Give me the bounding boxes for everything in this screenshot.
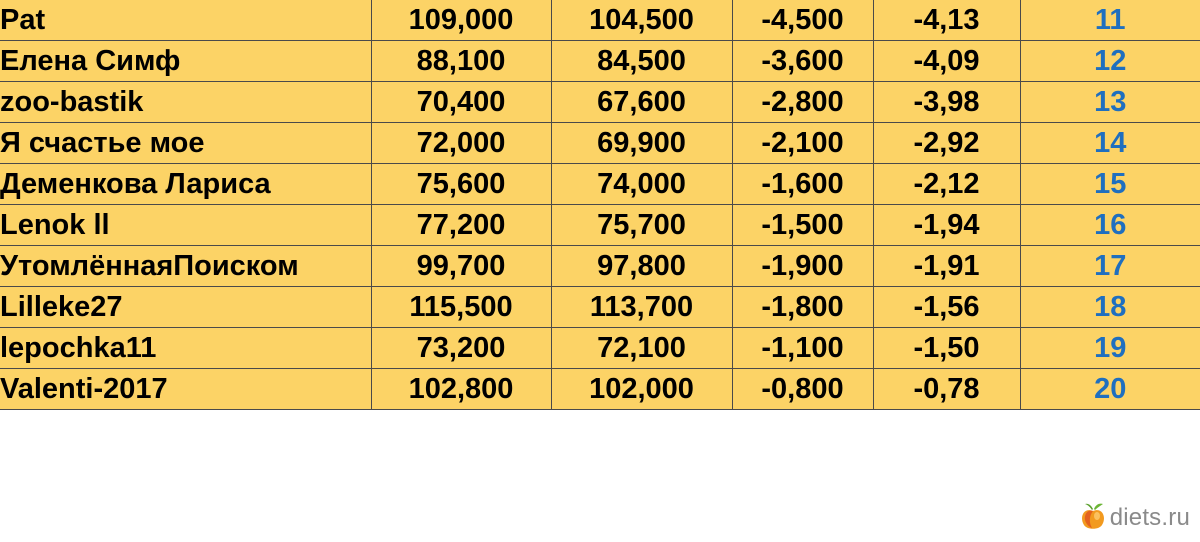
current-weight: 67,600: [551, 82, 732, 123]
weight-loss: -1,500: [732, 205, 873, 246]
weight-loss: -1,800: [732, 287, 873, 328]
start-weight: 77,200: [371, 205, 551, 246]
loss-percent: -1,91: [873, 246, 1020, 287]
current-weight: 74,000: [551, 164, 732, 205]
start-weight: 75,600: [371, 164, 551, 205]
participant-name: Lenok ll: [0, 205, 371, 246]
place-number: 16: [1020, 205, 1200, 246]
start-weight: 99,700: [371, 246, 551, 287]
place-number: 20: [1020, 369, 1200, 410]
diets-ru-watermark: [1080, 502, 1190, 534]
current-weight: 97,800: [551, 246, 732, 287]
participant-name: Деменкова Лариса: [0, 164, 371, 205]
loss-percent: -4,13: [873, 0, 1020, 41]
weight-loss: -2,800: [732, 82, 873, 123]
weight-loss: -0,800: [732, 369, 873, 410]
start-weight: 73,200: [371, 328, 551, 369]
loss-percent: -0,78: [873, 369, 1020, 410]
loss-percent: -1,50: [873, 328, 1020, 369]
participant-name: УтомлённаяПоиском: [0, 246, 371, 287]
participant-name: lepochka11: [0, 328, 371, 369]
current-weight: 75,700: [551, 205, 732, 246]
loss-percent: -1,94: [873, 205, 1020, 246]
table-row: [0, 82, 1200, 123]
loss-percent: -1,56: [873, 287, 1020, 328]
table-row: [0, 164, 1200, 205]
current-weight: 72,100: [551, 328, 732, 369]
weight-loss: -1,900: [732, 246, 873, 287]
weight-loss: -4,500: [732, 0, 873, 41]
weight-loss: -1,600: [732, 164, 873, 205]
participant-name: Я счастье мое: [0, 123, 371, 164]
watermark-text: diets.ru: [1109, 504, 1190, 531]
participant-name: Pat: [0, 0, 371, 41]
table-row: [0, 246, 1200, 287]
peach-icon: [1080, 501, 1106, 536]
loss-percent: -2,12: [873, 164, 1020, 205]
table-row: [0, 0, 1200, 41]
place-number: 17: [1020, 246, 1200, 287]
current-weight: 69,900: [551, 123, 732, 164]
participant-name: Елена Симф: [0, 41, 371, 82]
current-weight: 113,700: [551, 287, 732, 328]
table-row: [0, 205, 1200, 246]
start-weight: 70,400: [371, 82, 551, 123]
current-weight: 102,000: [551, 369, 732, 410]
loss-percent: -2,92: [873, 123, 1020, 164]
start-weight: 102,800: [371, 369, 551, 410]
table-row: [0, 328, 1200, 369]
start-weight: 72,000: [371, 123, 551, 164]
place-number: 11: [1020, 0, 1200, 41]
weight-loss: -1,100: [732, 328, 873, 369]
current-weight: 84,500: [551, 41, 732, 82]
start-weight: 88,100: [371, 41, 551, 82]
start-weight: 109,000: [371, 0, 551, 41]
weight-loss: -3,600: [732, 41, 873, 82]
participant-name: zoo-bastik: [0, 82, 371, 123]
participant-name: Lilleke27: [0, 287, 371, 328]
place-number: 15: [1020, 164, 1200, 205]
table-row: [0, 287, 1200, 328]
place-number: 18: [1020, 287, 1200, 328]
current-weight: 104,500: [551, 0, 732, 41]
place-number: 13: [1020, 82, 1200, 123]
table-row: [0, 123, 1200, 164]
loss-percent: -3,98: [873, 82, 1020, 123]
place-number: 14: [1020, 123, 1200, 164]
loss-percent: -4,09: [873, 41, 1020, 82]
start-weight: 115,500: [371, 287, 551, 328]
place-number: 19: [1020, 328, 1200, 369]
participant-name: Valenti-2017: [0, 369, 371, 410]
weight-loss: -2,100: [732, 123, 873, 164]
table-row: [0, 369, 1200, 410]
table-row: [0, 41, 1200, 82]
place-number: 12: [1020, 41, 1200, 82]
